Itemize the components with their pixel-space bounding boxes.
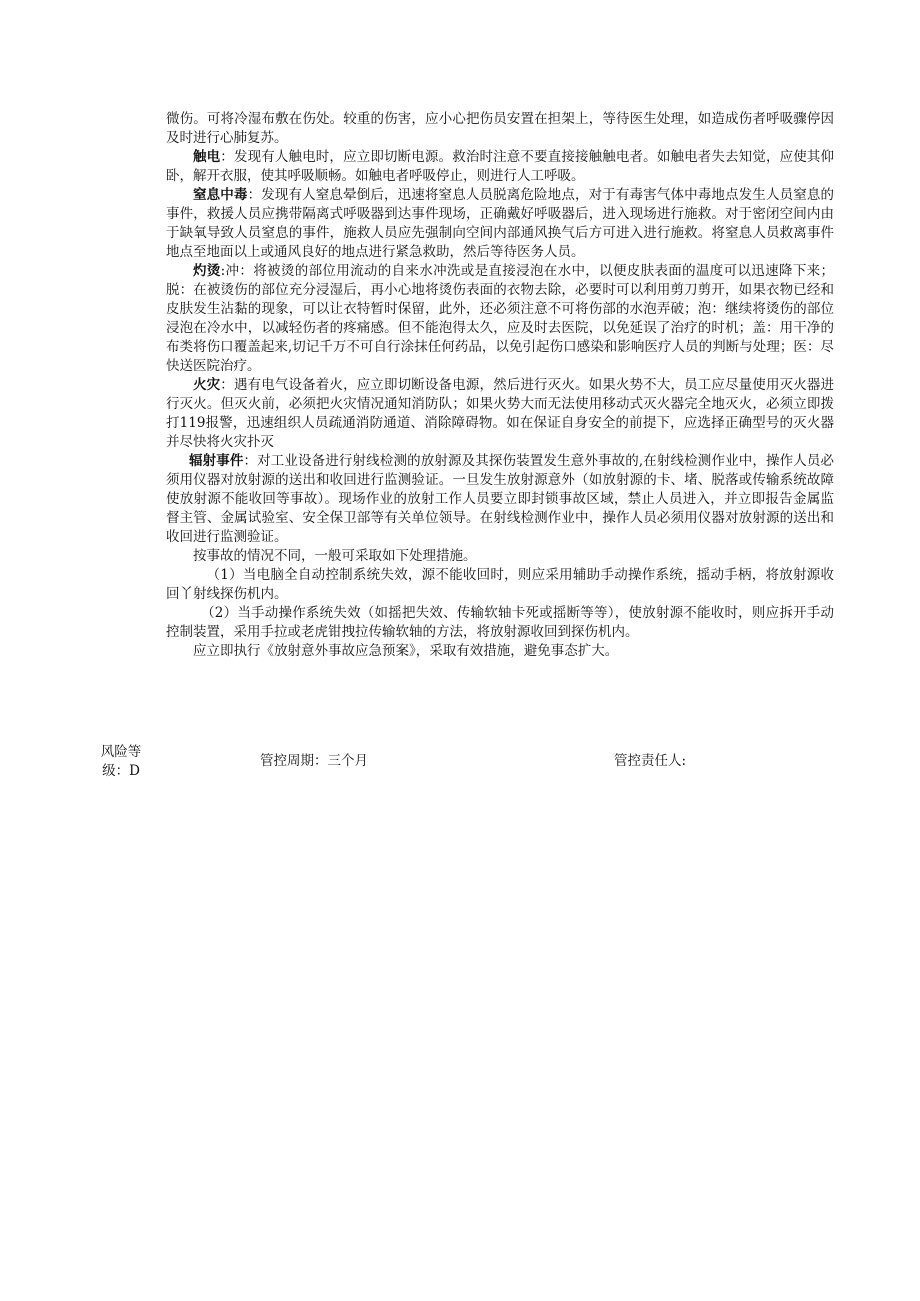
fire-paragraph: [166, 376, 834, 452]
intro-paragraph: 微伤。可将冷湿布敷在伤处。较重的伤害，应小心把伤员安置在担架上，等待医生处理，如造成伤者呼吸骤停因及时进行心肺复苏。: [166, 111, 834, 146]
measures-intro: 按事故的情况不同，一般可采取如下处理措施。: [193, 548, 477, 564]
risk-level-line1: 风险等: [100, 744, 142, 760]
burn-body: :冲：将被烫的部位用流动的自来水冲洗或是直接浸泡在水中，以便皮肤表面的温度可以迅速降下来；脱：在被烫伤的部位充分浸湿后，再小心地将烫伤表面的衣物去除，必要时可以利用剪刀剪开，如果衣物已经和皮肤发生沾黏的现象，可以让衣特暂时保留，此外，还必须注意不可将伤部的水泡弄破；泡：继续将烫伤的部位浸泡在冷水中，以减轻伤者的疼痛感。但不能泡得太久，应及时去医院，以免延误了治疗的时机；盖：用干净的布类将伤口覆盖起来,切记千万不可自行涂抹任何药品，以免引起伤口感染和影响医疗人员的判断与处理；医：尽快送医院治疗。: [166, 263, 834, 374]
fire-body: ：遇有电气设备着火，应立即切断设备电源，然后进行灭火。如果火势不大，员工应尽量使用灭火器进行灭火。但灭火前，必须把火灾情况通知消防队；如果火势大而无法使用移动式灭火器完全地灭火，必须立即拨打119报警，迅速组织人员疏通消防通道、消除障碍物。如在保证自身安全的前提下，应选择正确型号的灭火器并尽快将火灾扑灭: [166, 377, 835, 450]
control-cycle: 管控周期：三个月: [260, 753, 368, 769]
suffocation-heading: 窒息中毒: [193, 187, 248, 203]
suffocation-paragraph: [166, 186, 834, 262]
electric-paragraph: [166, 148, 834, 186]
document-body: [166, 110, 834, 661]
radiation-body: ：对工业设备进行射线检测的放射源及其探伤装置发生意外事故的,在射线检测作业中，操作人员必须用仪器对放射源的送出和收回进行监测验证。一旦发生放射源意外（如放射源的卡、堵、脱落或传输系统故障使放射源不能收回等事故）。现场作业的放射工作人员要立即封锁事故区域，禁止人员进入，并立即报告金属监督主管、金属试验室、安全保卫部等有关单位领导。在射线检测作业中，操作人员必须用仪器对放射源的送出和收回进行监测验证。: [166, 453, 835, 545]
radiation-paragraph: [166, 452, 834, 547]
fire-heading: 火灾: [193, 377, 221, 393]
risk-level: [92, 743, 150, 781]
suffocation-body: ：发现有人窒息晕倒后，迅速将窒息人员脱离危险地点，对于有毒害气体中毒地点发生人员窒息的事件，救援人员应携带隔离式呼吸器到达事件现场，正确戴好呼吸器后，进入现场进行施救。对于密闭空间内由于缺氧导致人员窒息的事件，施救人员应先强制向空间内部通风换气后方可进入进行施救。将窒息人员救离事件地点至地面以上或通风良好的地点进行紧急救助，然后等待医务人员。: [166, 187, 835, 260]
electric-heading: 触电: [193, 149, 221, 165]
measures-conclusion: 应立即执行《放射意外事故应急预案》，采取有效措施，避免事态扩大。: [193, 643, 619, 659]
electric-body: ：发现有人触电时，应立即切断电源。救治时注意不要直接接触触电者。如触电者失去知觉，应使其仰卧，解开衣服，使其呼吸顺畅。如触电者呼吸停止，则进行人工呼吸。: [166, 149, 835, 184]
responsible-person: 管控责任人:: [614, 753, 687, 769]
measure-item-1: （1）当电脑全自动控制系统失效，源不能收回时，则应采用辅助手动操作系统，摇动手柄，将放射源收回丫射线探伤机内。: [166, 567, 834, 602]
radiation-heading: 辐射事件: [188, 453, 244, 469]
measure-item-2: （2）当手动操作系统失效（如摇把失效、传输软轴卡死或摇断等等），使放射源不能收时，则应拆开手动控制装置，采用手拉或老虎钳拽拉传输软轴的方法，将放射源收回到探伤机内。: [166, 605, 834, 640]
risk-level-line2: 级：D: [102, 763, 140, 779]
burn-paragraph: [166, 262, 834, 376]
burn-heading: 灼烫: [193, 263, 221, 279]
